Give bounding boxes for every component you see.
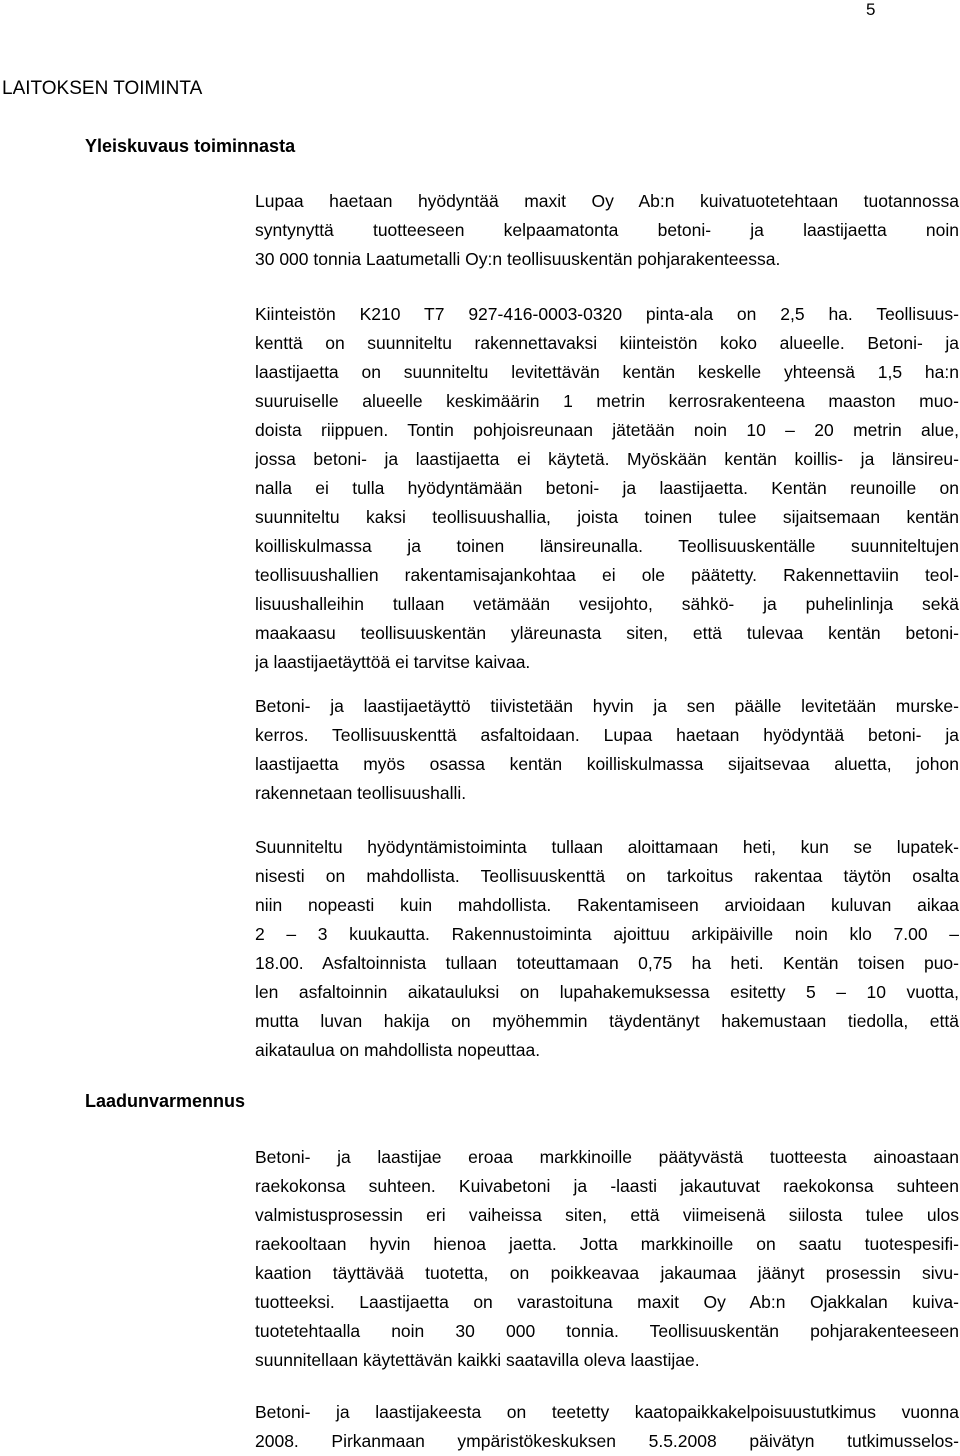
subsection-title: Yleiskuvaus toiminnasta xyxy=(85,136,296,156)
text-line: doista riippuen. Tontin pohjoisreunaan jätetään noin 10 – 20 metrin alue, xyxy=(255,420,959,440)
paragraph-property-description xyxy=(255,300,959,677)
text-line: laastijaetta myös osassa kentän koilliskulmassa sijaitsevaa aluetta, johon xyxy=(255,754,959,774)
side-heading-quality-assurance: Laadunvarmennus xyxy=(85,1091,246,1111)
text-line: niin nopeasti kuin mahdollista. Rakentamiseen arvioidaan kuluvan aikaa xyxy=(255,895,959,915)
text-line: suuruiselle alueelle keskimäärin 1 metrin kerrosrakenteena maaston muo- xyxy=(255,391,959,411)
text-line: koilliskulmassa ja toinen länsireunalla. Teollisuuskentälle suunniteltujen xyxy=(255,536,959,556)
text-line: Lupaa haetaan hyödyntää maxit Oy Ab:n kuivatuotetehtaan tuotannossa xyxy=(255,191,959,211)
text-line: lisuushalleihin tullaan vetämään vesijohto, sähkö- ja puhelinlinja sekä xyxy=(255,594,959,614)
paragraph-schedule xyxy=(255,833,959,1065)
text-line: raekokonsa suhteen. Kuivabetoni ja -laasti jakautuvat raekokonsa suhteen xyxy=(255,1176,959,1196)
text-line: 2008. Pirkanmaan ympäristökeskuksen 5.5.2008 päivätyn tutkimusselos- xyxy=(255,1431,959,1451)
text-line: kenttä on suunniteltu rakennettavaksi kiinteistön koko alueelle. Betoni- ja xyxy=(255,333,959,353)
text-line: maakaasu teollisuuskentän yläreunasta siten, että tulevaa kentän betoni- xyxy=(255,623,959,643)
text-line: Suunniteltu hyödyntämistoiminta tullaan aloittamaan heti, kun se lupatek- xyxy=(255,837,959,857)
text-line: suunnitellaan käytettävän kaikki saatavilla oleva laastijae. xyxy=(255,1350,700,1370)
text-line: syntynyttä tuotteeseen kelpaamatonta betoni- ja laastijaetta noin xyxy=(255,220,959,240)
section-title: LAITOKSEN TOIMINTA xyxy=(2,78,203,99)
paragraph-material-quality xyxy=(255,1143,959,1375)
text-line: tuotetehtaalla noin 30 000 tonnia. Teollisuuskentän pohjarakenteeseen xyxy=(255,1321,959,1341)
text-line: ja laastijaetäyttöä ei tarvitse kaivaa. xyxy=(255,652,531,672)
text-line: Betoni- ja laastijae eroaa markkinoille päätyvästä tuotteesta ainoastaan xyxy=(255,1147,959,1167)
text-line: rakennetaan teollisuushalli. xyxy=(255,783,467,803)
text-line: mutta luvan hakija on myöhemmin täydentänyt hakemustaan tiedolla, että xyxy=(255,1011,959,1031)
text-line: raekooltaan hyvin hienoa jaetta. Jotta markkinoille on saatu tuotespesifi- xyxy=(255,1234,959,1254)
text-line: Betoni- ja laastijakeesta on teetetty kaatopaikkakelpoisuustutkimus vuonna xyxy=(255,1402,959,1422)
paragraph-compaction xyxy=(255,692,959,808)
paragraph-intro xyxy=(255,187,959,274)
paragraph-landfill-study xyxy=(255,1398,959,1456)
text-line: jossa betoni- ja laastijaetta ei käytetä. Myöskään kentän koillis- ja länsireu- xyxy=(255,449,959,469)
text-line: len asfaltoinnin aikatauluksi on lupahakemuksessa esitetty 5 – 10 vuotta, xyxy=(255,982,959,1002)
text-line: nalla ei tulla hyödyntämään betoni- ja laastijaetta. Kentän reunoille on xyxy=(255,478,959,498)
text-line: nisesti on mahdollista. Teollisuuskenttä on tarkoitus rakentaa täytön osalta xyxy=(255,866,959,886)
text-line: valmistusprosessin eri vaiheissa siten, että viimeisenä siilosta tulee ulos xyxy=(255,1205,959,1225)
text-line: 30 000 tonnia Laatumetalli Oy:n teollisuuskentän pohjarakenteessa. xyxy=(255,249,781,269)
text-line: kaation täyttävää tuotetta, on poikkeavaa jakaumaa jäänyt prosessin sivu- xyxy=(255,1263,959,1283)
text-line: suunniteltu kaksi teollisuushallia, joista toinen tulee sijaitsemaan kentän xyxy=(255,507,959,527)
text-line: tuotteeksi. Laastijaetta on varastoituna maxit Oy Ab:n Ojakkalan kuiva- xyxy=(255,1292,959,1312)
text-line: Kiinteistön K210 T7 927-416-0003-0320 pinta-ala on 2,5 ha. Teollisuus- xyxy=(255,304,959,324)
text-line: kerros. Teollisuuskenttä asfaltoidaan. Lupaa haetaan hyödyntää betoni- ja xyxy=(255,725,959,745)
text-line: aikataulua on mahdollista nopeuttaa. xyxy=(255,1040,541,1060)
text-line: 18.00. Asfaltoinnista tullaan toteuttamaan 0,75 ha heti. Kentän toisen puo- xyxy=(255,953,959,973)
text-line: laastijaetta on suunniteltu levitettävän kentän keskelle yhteensä 1,5 ha:n xyxy=(255,362,959,382)
text-line: 2 – 3 kuukautta. Rakennustoiminta ajoittuu arkipäiville noin klo 7.00 – xyxy=(255,924,959,944)
text-line: teollisuushallien rakentamisajankohtaa ei ole päätetty. Rakennettaviin teol- xyxy=(255,565,959,585)
text-line: Betoni- ja laastijaetäyttö tiivistetään hyvin ja sen päälle levitetään murske- xyxy=(255,696,959,716)
page-number: 5 xyxy=(866,0,876,19)
